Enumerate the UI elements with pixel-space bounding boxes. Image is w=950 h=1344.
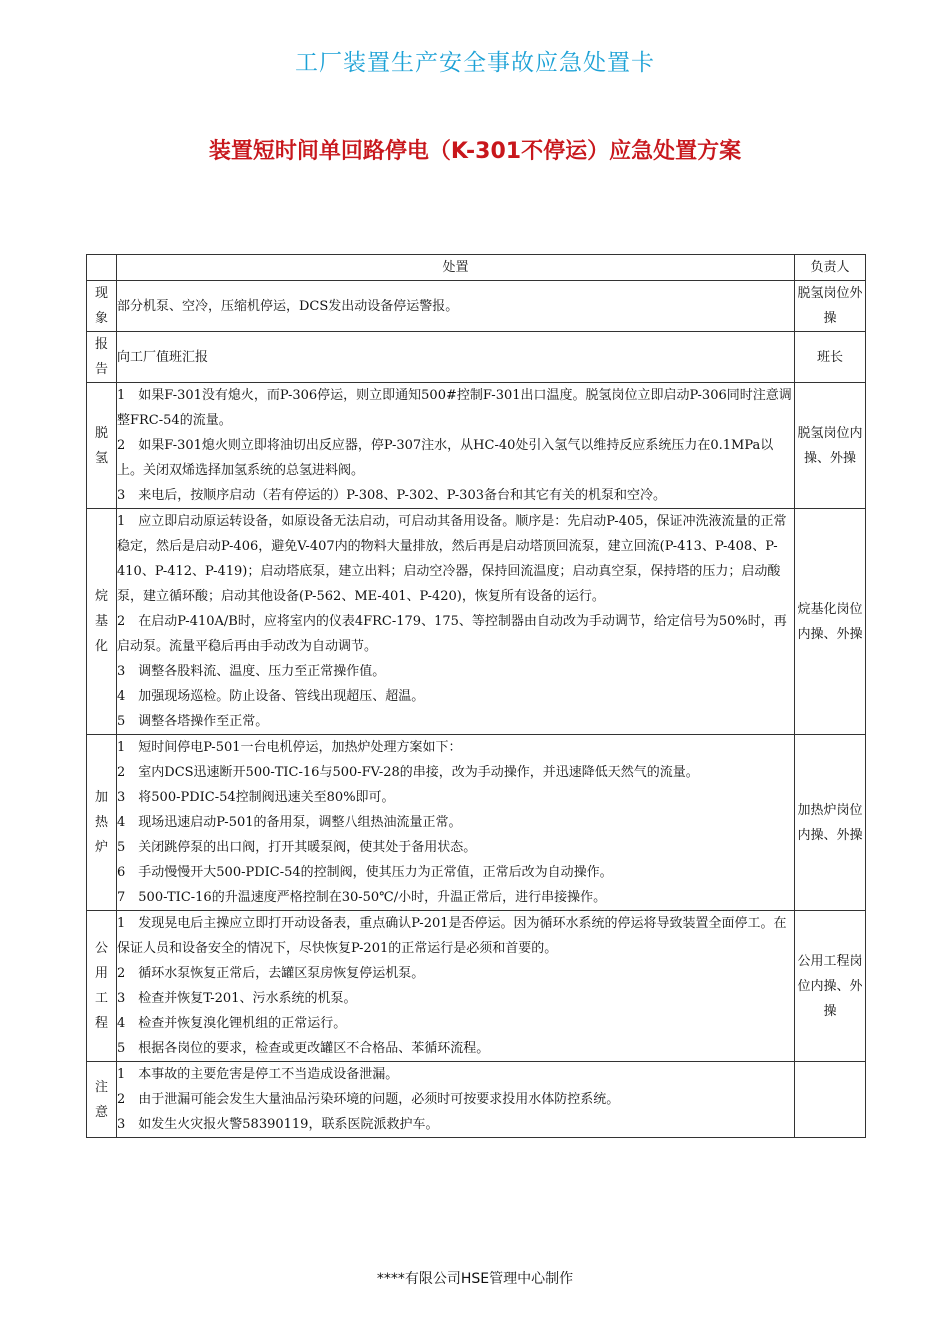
table-row: [87, 383, 866, 509]
row-category: [87, 911, 117, 1062]
action-step: 2 室内DCS迅速断开500-TIC-16与500-FV-28的串接，改为手动操作，并迅速降低天然气的流量。: [117, 765, 699, 780]
table-row: [87, 509, 866, 735]
row-actions: [117, 911, 795, 1062]
table-header-row: [87, 255, 866, 281]
action-step: 1 如果F-301没有熄火，而P-306停运，则立即通知500#控制F-301出口温度。脱氢岗位立即启动P-306同时注意调整FRC-54的流量。: [117, 388, 792, 428]
action-step: 2 由于泄漏可能会发生大量油品污染环境的问题，必须时可按要求投用水体防控系统。: [117, 1092, 620, 1107]
action-step: 3 来电后，按顺序启动（若有停运的）P-308、P-302、P-303备台和其它有关的机泵和空冷。: [117, 488, 666, 503]
header-action: 处置: [117, 255, 795, 281]
emergency-table: [86, 254, 866, 1138]
table-body: [87, 281, 866, 1138]
row-owner: 公用工程岗位内操、外操: [795, 911, 866, 1062]
action-step: 部分机泵、空冷，压缩机停运，DCS发出动设备停运警报。: [117, 298, 459, 314]
action-step: 5 根据各岗位的要求，检查或更改罐区不合格品、苯循环流程。: [117, 1041, 490, 1056]
row-category-label: 加热炉: [95, 790, 109, 855]
action-step: 1 本事故的主要危害是停工不当造成设备泄漏。: [117, 1067, 399, 1082]
row-category: [87, 383, 117, 509]
action-step: 4 现场迅速启动P-501的备用泵，调整八组热油流量正常。: [117, 815, 462, 830]
row-category-label: 报告: [95, 337, 109, 377]
table-row: [87, 281, 866, 332]
row-category-label: 烷基化: [95, 589, 109, 654]
row-actions: [117, 735, 795, 911]
action-step: 5 关闭跳停泵的出口阀，打开其暖泵阀，使其处于备用状态。: [117, 840, 477, 855]
row-category: [87, 509, 117, 735]
row-actions: [117, 1062, 795, 1138]
row-actions: [117, 332, 795, 383]
row-actions: [117, 509, 795, 735]
row-category: [87, 281, 117, 332]
row-owner: 脱氢岗位内操、外操: [795, 383, 866, 509]
action-step: 4 加强现场巡检。防止设备、管线出现超压、超温。: [117, 689, 425, 704]
action-step: 2 循环水泵恢复正常后，去罐区泵房恢复停运机泵。: [117, 966, 425, 981]
table-row: [87, 911, 866, 1062]
header-category: [87, 255, 117, 281]
action-step: 1 应立即启动原运转设备，如原设备无法启动，可启动其备用设备。顺序是：先启动P-405，保证冲洗液流量的正常稳定，然后是启动P-406，避免V-407内的物料大量排放，然后再是启动塔顶回流泵，建立回流(P-413、P-408、P-410、P-412、P-419)；启动塔底泵，建立出料；启动空冷器，保持回流温度；启动真空泵，保持塔的压力；启动酸泵，建立循环酸；启动其他设备(P-562、ME-401、P-420)，恢复所有设备的运行。: [117, 514, 787, 604]
action-step: 3 将500-PDIC-54控制阀迅速关至80%即可。: [117, 790, 395, 805]
row-category-label: 公用工程: [95, 941, 109, 1031]
row-category: [87, 332, 117, 383]
row-category-label: 现象: [95, 286, 109, 326]
footer-credit: ****有限公司HSE管理中心制作: [376, 1271, 574, 1287]
action-step: 向工厂值班汇报: [117, 349, 209, 365]
action-step: 4 检查并恢复溴化锂机组的正常运行。: [117, 1016, 347, 1031]
row-category: [87, 1062, 117, 1138]
action-step: 3 调整各股料流、温度、压力至正常操作值。: [117, 664, 386, 679]
action-step: 7 500-TIC-16的升温速度严格控制在30-50℃/小时，升温正常后，进行串接操作。: [117, 890, 607, 905]
action-step: 3 检查并恢复T-201、污水系统的机泵。: [117, 991, 357, 1006]
action-step: 6 手动慢慢开大500-PDIC-54的控制阀，使其压力为正常值，正常后改为自动操作。: [117, 865, 613, 880]
action-step: 2 如果F-301熄火则立即将油切出反应器，停P-307注水，从HC-40处引入氢气以维持反应系统压力在0.1MPa以上。关闭双烯选择加氢系统的总氢进料阀。: [117, 438, 774, 478]
action-step: 5 调整各塔操作至正常。: [117, 714, 269, 729]
action-step: 1 短时间停电P-501一台电机停运，加热炉处理方案如下：: [117, 740, 462, 755]
row-owner: 脱氢岗位外操: [795, 281, 866, 332]
row-category-label: 注意: [95, 1079, 109, 1120]
row-owner: 加热炉岗位内操、外操: [795, 735, 866, 911]
table-row: [87, 1062, 866, 1138]
action-step: 1 发现晃电后主操应立即打开动设备表，重点确认P-201是否停运。因为循环水系统的停运将导致装置全面停工。在保证人员和设备安全的情况下，尽快恢复P-201的正常运行是必须和首要的。: [117, 916, 787, 956]
action-step: 2 在启动P-410A/B时，应将室内的仪表4FRC-179、175、等控制器由自动改为手动调节，给定信号为50%时，再启动泵。流量平稳后再由手动改为自动调节。: [117, 614, 787, 654]
row-actions: [117, 281, 795, 332]
row-owner: 烷基化岗位内操、外操: [795, 509, 866, 735]
plan-subtitle: 装置短时间单回路停电（K-301不停运）应急处置方案: [208, 139, 742, 164]
table-row: [87, 332, 866, 383]
row-owner: [795, 1062, 866, 1138]
row-actions: [117, 383, 795, 509]
action-step: 3 如发生火灾报火警58390119，联系医院派救护车。: [117, 1117, 439, 1132]
header-owner: 负责人: [795, 255, 866, 281]
row-category-label: 脱氢: [95, 425, 109, 466]
row-owner: 班长: [795, 332, 866, 383]
row-category: [87, 735, 117, 911]
card-title: 工厂装置生产安全事故应急处置卡: [295, 50, 655, 76]
table-row: [87, 735, 866, 911]
